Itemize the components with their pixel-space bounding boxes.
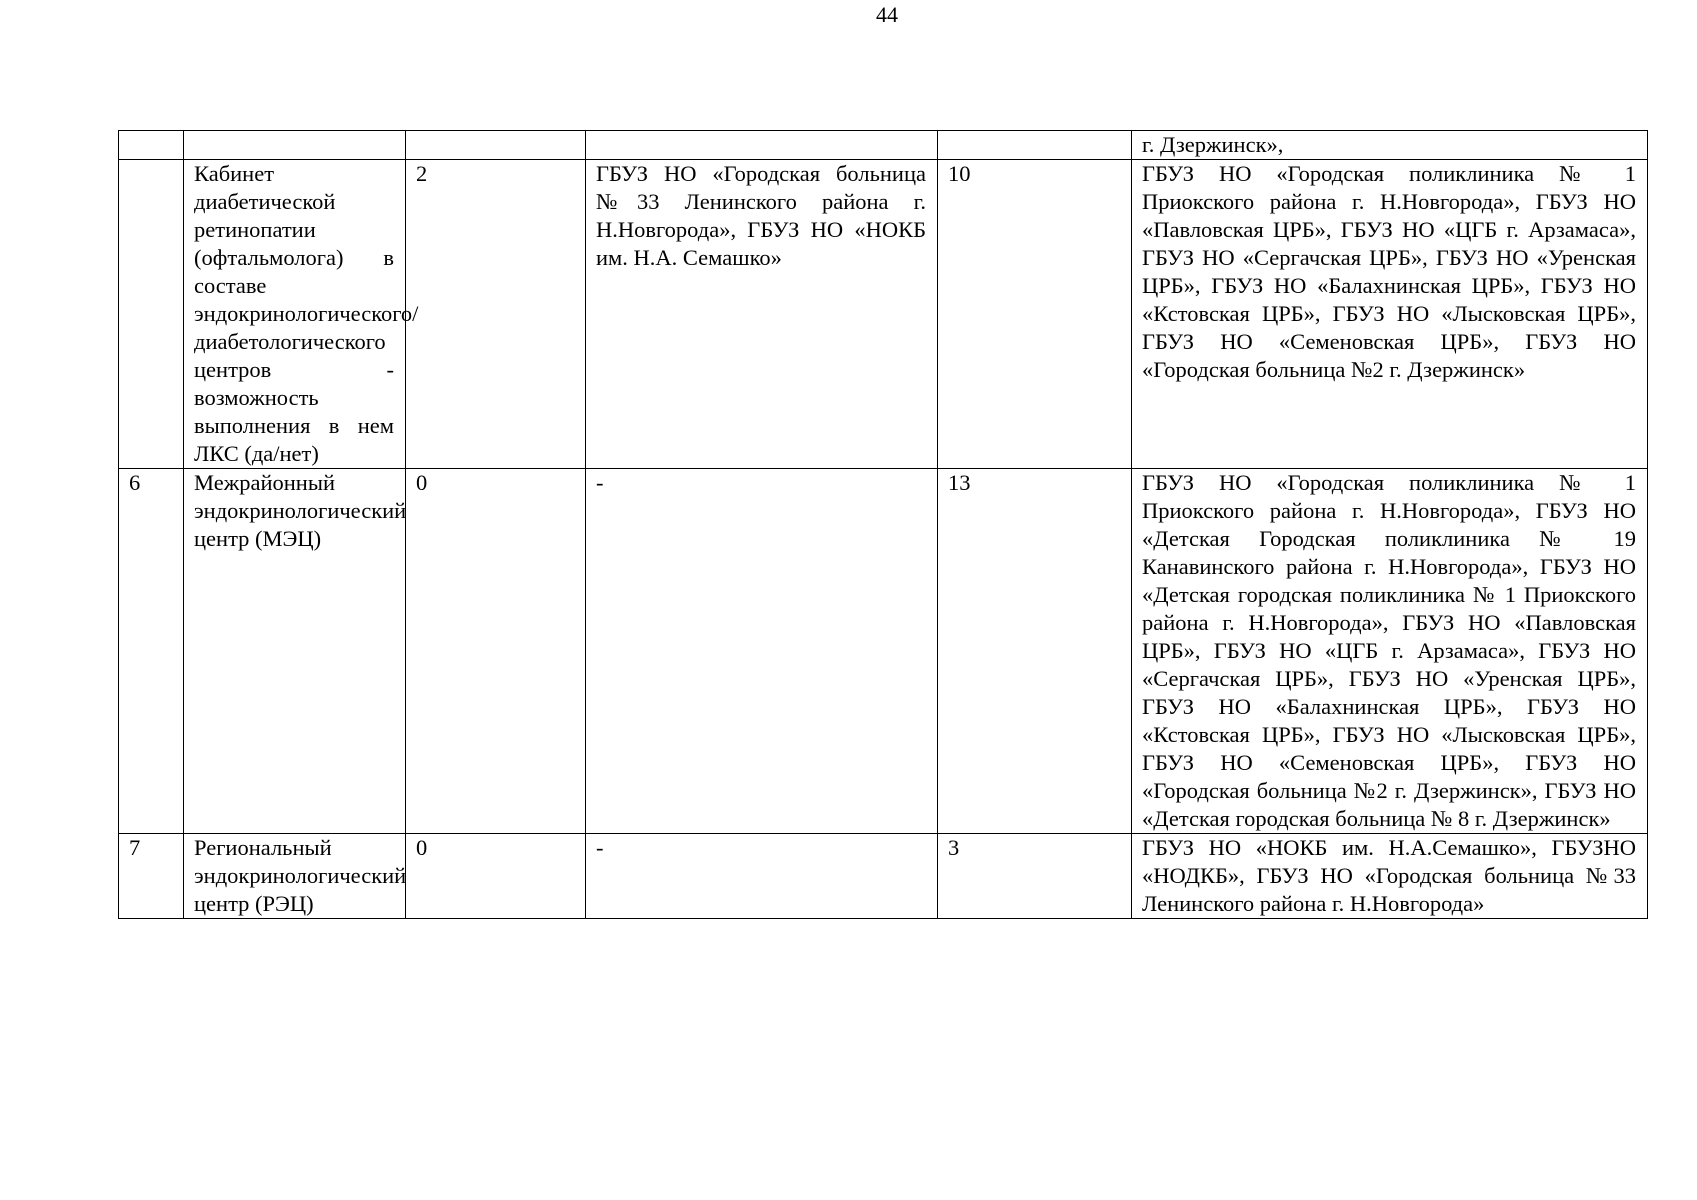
organizations-cell (586, 131, 938, 160)
count-cell: 2 (406, 160, 586, 469)
attached-organizations-cell: ГБУЗ НО «Городская поликлиника № 1 Приокского района г. Н.Новгорода», ГБУЗ НО «Павловская ЦРБ», ГБУЗ НО «ЦГБ г. Арзамаса», ГБУЗ НО «Сергачская ЦРБ», ГБУЗ НО «Уренская ЦРБ», ГБУЗ НО «Балахнинская ЦРБ», ГБУЗ НО «Кстовская ЦРБ», ГБУЗ НО «Лысковская ЦРБ», ГБУЗ НО «Семеновская ЦРБ», ГБУЗ НО «Городская больница №2 г. Дзержинск» (1132, 160, 1648, 469)
row-number-cell: 7 (119, 834, 184, 919)
unit-name-cell: Кабинет диабетической ретинопатии (офтальмолога) в составе эндокринологического/диабетологического центров - возможность выполнения в нем ЛКС (да/нет) (184, 160, 406, 469)
count-cell: 0 (406, 469, 586, 834)
table-row (119, 160, 1648, 469)
table-row (119, 834, 1648, 919)
medical-facilities-table (118, 130, 1648, 919)
count-cell: 0 (406, 834, 586, 919)
organizations-cell: ГБУЗ НО «Городская больница №33 Ленинского района г. Н.Новгорода», ГБУЗ НО «НОКБ им. Н.А. Семашко» (586, 160, 938, 469)
attached-organizations-cell: г. Дзержинск», (1132, 131, 1648, 160)
table-row (119, 131, 1648, 160)
row-number-cell: 6 (119, 469, 184, 834)
table-row (119, 469, 1648, 834)
attached-count-cell: 13 (938, 469, 1132, 834)
attached-organizations-cell: ГБУЗ НО «Городская поликлиника № 1 Приокского района г. Н.Новгорода», ГБУЗ НО «Детская Городская поликлиника № 19 Канавинского района г. Н.Новгорода», ГБУЗ НО «Детская городская поликлиника № 1 Приокского района г. Н.Новгорода», ГБУЗ НО «Павловская ЦРБ», ГБУЗ НО «ЦГБ г. Арзамаса», ГБУЗ НО «Сергачская ЦРБ», ГБУЗ НО «Уренская ЦРБ», ГБУЗ НО «Балахнинская ЦРБ», ГБУЗ НО «Кстовская ЦРБ», ГБУЗ НО «Лысковская ЦРБ», ГБУЗ НО «Семеновская ЦРБ», ГБУЗ НО «Городская больница №2 г. Дзержинск», ГБУЗ НО «Детская городская больница № 8 г. Дзержинск» (1132, 469, 1648, 834)
attached-count-cell: 3 (938, 834, 1132, 919)
organizations-cell: - (586, 469, 938, 834)
unit-name-cell: Региональный эндокринологический центр (РЭЦ) (184, 834, 406, 919)
attached-organizations-cell: ГБУЗ НО «НОКБ им. Н.А.Семашко», ГБУЗНО «НОДКБ», ГБУЗ НО «Городская больница №33 Ленинского района г. Н.Новгорода» (1132, 834, 1648, 919)
row-number-cell (119, 160, 184, 469)
count-cell (406, 131, 586, 160)
attached-count-cell (938, 131, 1132, 160)
unit-name-cell (184, 131, 406, 160)
page-number: 44 (876, 2, 898, 27)
unit-name-cell: Межрайонный эндокринологический центр (МЭЦ) (184, 469, 406, 834)
row-number-cell (119, 131, 184, 160)
organizations-cell: - (586, 834, 938, 919)
attached-count-cell: 10 (938, 160, 1132, 469)
